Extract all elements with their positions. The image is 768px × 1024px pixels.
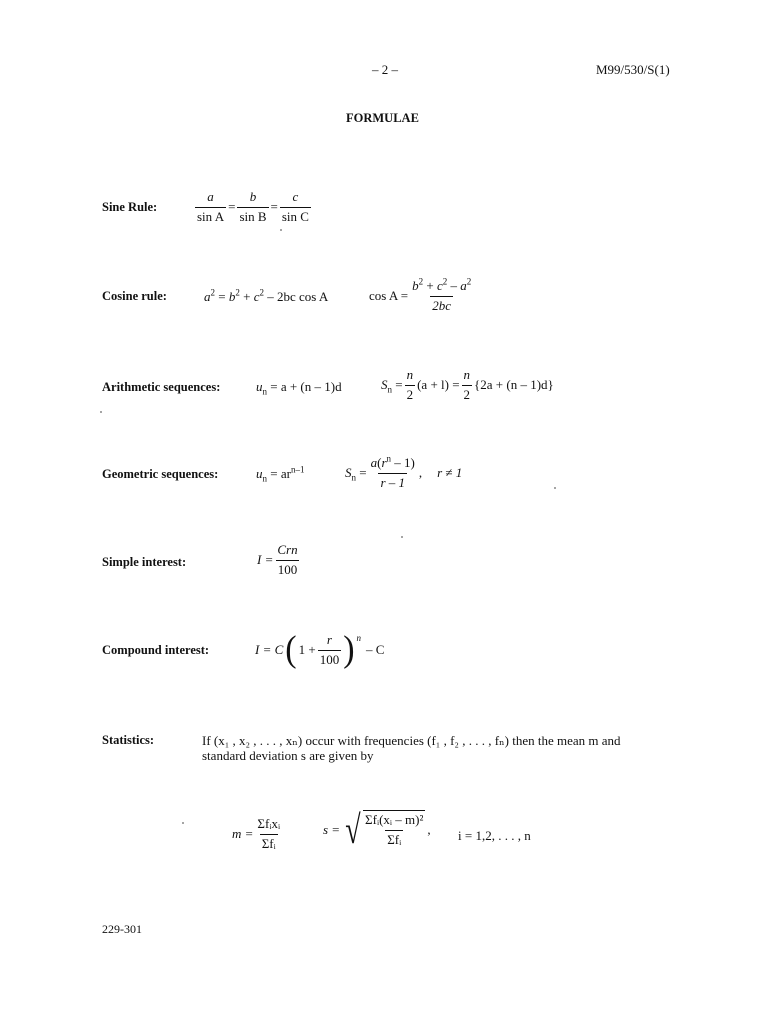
document-code: M99/530/S(1)	[596, 62, 670, 77]
cosine-rule-cos-formula: cos A = $\frac{b^2 + c^2 - a^2}{2bc}$	[369, 276, 472, 313]
scan-speck	[280, 229, 282, 231]
page-number: – 2 –	[372, 62, 398, 77]
scan-speck	[554, 487, 556, 489]
scan-speck	[401, 536, 403, 538]
arithmetic-sn-formula: $S_n$ = $\frac{n}{2}$ (a + l) = $\frac{n}{2}$ {2a + (n – 1)d}	[381, 367, 554, 402]
arithmetic-un-formula: $u_n = a + (n - 1)d$	[256, 379, 342, 397]
sine-frac-b: $\frac{b}{\text{sin B}}$	[239, 189, 267, 224]
statistics-text-line2: standard deviation s are given by	[202, 748, 374, 763]
simple-interest-label: Simple interest:	[102, 555, 187, 569]
square-root-icon: √ $\frac{\text{Σfᵢ(xᵢ – m)²}}{\text{Σfᵢ}}$	[345, 807, 424, 852]
geometric-label: Geometric sequences:	[102, 467, 219, 481]
index-range: i = 1,2, . . . , n	[458, 828, 531, 843]
sine-rule-label: Sine Rule:	[102, 200, 158, 214]
geometric-un-formula: $u_n = ar^{n-1}$	[256, 464, 305, 484]
arithmetic-label: Arithmetic sequences:	[102, 380, 221, 394]
page-title: FORMULAE	[346, 111, 419, 125]
scan-speck	[100, 411, 102, 413]
compound-interest-label: Compound interest:	[102, 643, 210, 657]
sine-rule-formula: $\frac{a}{\text{sin A}}$ = $\frac{b}{\text{sin B}}$ = $\frac{c}{\text{sin C}}$	[197, 189, 309, 224]
sine-frac-c: $\frac{c}{\text{sin C}}$	[281, 189, 309, 224]
cosine-rule-formula: $a^2 = b^2 + c^2 - 2bc$ cos A	[204, 287, 329, 304]
std-dev-formula: s = √ $\frac{\text{Σfᵢ(xᵢ – m)²}}{\text{Σfᵢ}}$ ,	[323, 807, 431, 852]
scan-speck	[182, 822, 184, 824]
statistics-text-line1: If (x₁ , x₂ , . . . , xₙ) occur with frequencies (f₁ , f₂ , . . . , fₙ) then the mean m and	[202, 733, 621, 748]
sine-frac-a: $\frac{a}{\text{sin A}}$	[197, 189, 225, 224]
statistics-label: Statistics:	[102, 733, 155, 747]
compound-interest-formula: I = C ( 1 + $\frac{r}{100}$ ) $^n$ – C	[255, 629, 385, 671]
footer-code: 229-301	[102, 922, 142, 936]
cosine-rule-label: Cosine rule:	[102, 289, 167, 303]
geometric-sn-formula: $S_n$ = $\frac{a(r^n - 1)}{r - 1}$ , r ≠ 1	[345, 453, 463, 490]
mean-formula: m = $\frac{\text{Σfᵢxᵢ}}{\text{Σfᵢ}}$	[232, 816, 281, 851]
simple-interest-formula: I = $\frac{\text{Crn}}{100}$	[257, 542, 298, 577]
